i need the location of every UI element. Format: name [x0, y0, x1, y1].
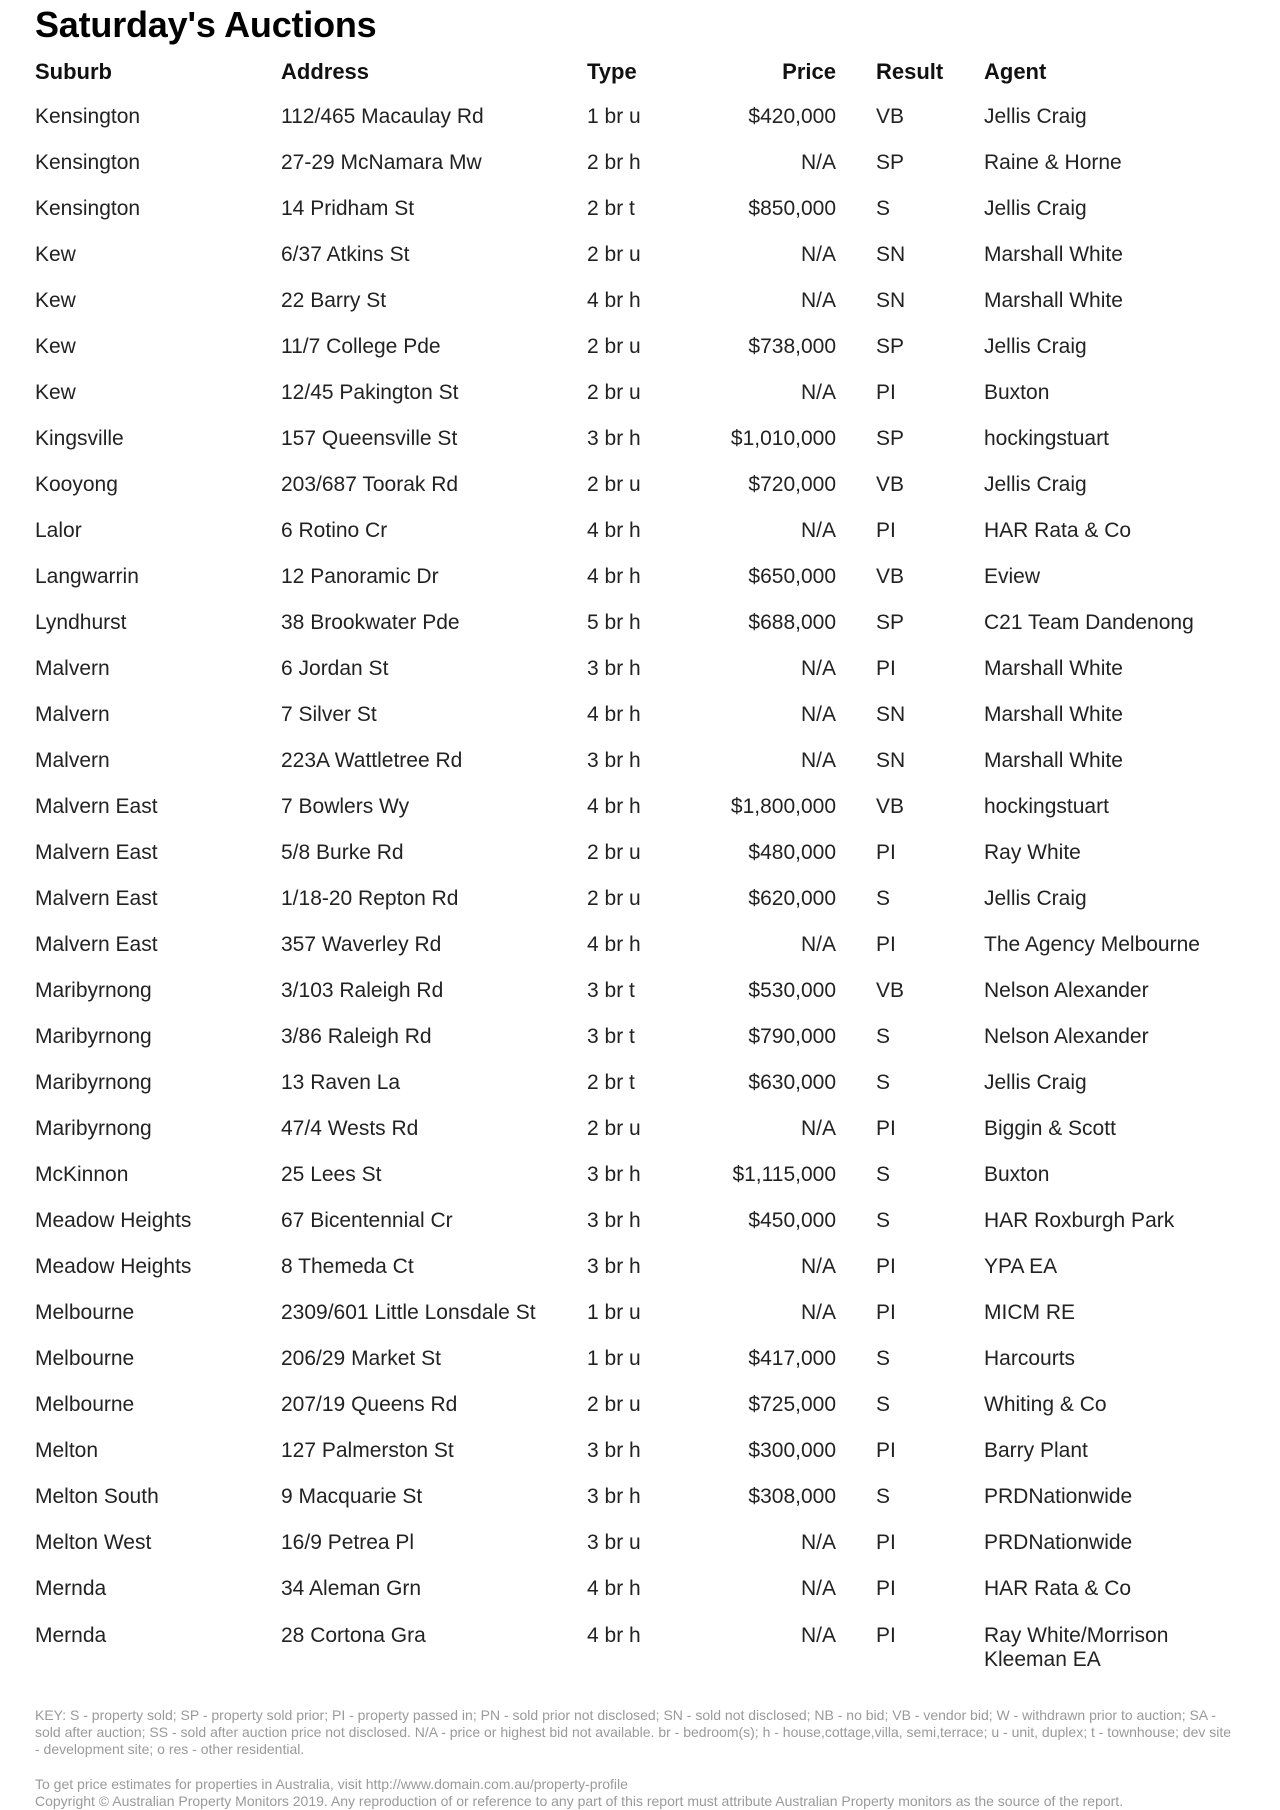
- table-row: [35, 600, 1235, 646]
- cell-suburb: Melton West: [35, 1531, 152, 1554]
- cell-agent: hockingstuart: [984, 427, 1109, 450]
- cell-suburb: Mernda: [35, 1577, 107, 1600]
- table-row: [35, 646, 1235, 692]
- cell-price: N/A: [800, 519, 836, 542]
- cell-result: PI: [876, 1301, 896, 1324]
- cell-agent: Buxton: [984, 1163, 1050, 1186]
- table-row: [35, 1428, 1235, 1474]
- header-result: Result: [876, 59, 944, 84]
- cell-address: 16/9 Petrea Pl: [281, 1531, 415, 1554]
- cell-result: VB: [876, 795, 905, 818]
- cell-address: 27-29 McNamara Mw: [281, 151, 482, 174]
- cell-type: 4 br h: [587, 933, 641, 956]
- cell-type: 2 br t: [587, 197, 635, 220]
- cell-address: 8 Themeda Ct: [281, 1255, 414, 1278]
- cell-result: PI: [876, 519, 896, 542]
- table-row: [35, 1612, 1235, 1686]
- cell-result: SP: [876, 611, 905, 634]
- cell-result: S: [876, 1071, 891, 1094]
- cell-type: 4 br h: [587, 1577, 641, 1600]
- table-row: [35, 922, 1235, 968]
- cell-suburb: Melbourne: [35, 1301, 135, 1324]
- cell-agent: The Agency Melbourne: [984, 933, 1200, 956]
- cell-result: S: [876, 1393, 891, 1416]
- cell-price: $650,000: [748, 565, 836, 588]
- table-row: [35, 784, 1235, 830]
- cell-result: SN: [876, 703, 906, 726]
- cell-suburb: Melbourne: [35, 1393, 135, 1416]
- cell-type: 4 br h: [587, 289, 641, 312]
- cell-type: 2 br u: [587, 887, 641, 910]
- cell-suburb: Kooyong: [35, 473, 118, 496]
- table-row: [35, 140, 1235, 186]
- cell-type: 3 br h: [587, 427, 641, 450]
- cell-agent: Jellis Craig: [984, 335, 1087, 358]
- cell-result: S: [876, 1025, 891, 1048]
- cell-type: 3 br h: [587, 1485, 641, 1508]
- cell-address: 34 Aleman Grn: [281, 1577, 422, 1600]
- cell-result: SN: [876, 749, 906, 772]
- cell-type: 2 br u: [587, 243, 641, 266]
- cell-address: 2309/601 Little Lonsdale St: [281, 1301, 536, 1324]
- header-agent: Agent: [984, 59, 1047, 84]
- cell-address: 6 Rotino Cr: [281, 519, 388, 542]
- cell-price: $480,000: [748, 841, 836, 864]
- cell-agent: MICM RE: [984, 1301, 1075, 1324]
- cell-result: S: [876, 197, 891, 220]
- cell-result: PI: [876, 1255, 896, 1278]
- cell-agent: Biggin & Scott: [984, 1117, 1116, 1140]
- cell-price: $790,000: [748, 1025, 836, 1048]
- cell-address: 14 Pridham St: [281, 197, 415, 220]
- cell-agent: Nelson Alexander: [984, 979, 1149, 1002]
- table-row: [35, 416, 1235, 462]
- cell-suburb: Kensington: [35, 197, 141, 220]
- cell-address: 206/29 Market St: [281, 1347, 441, 1370]
- cell-suburb: Malvern: [35, 703, 110, 726]
- cell-price: N/A: [800, 749, 836, 772]
- cell-type: 4 br h: [587, 1624, 641, 1647]
- cell-suburb: Malvern: [35, 657, 110, 680]
- cell-agent: Ray White/Morrison Kleeman EA: [984, 1624, 1169, 1671]
- cell-price: N/A: [800, 1531, 836, 1554]
- cell-address: 13 Raven La: [281, 1071, 401, 1094]
- cell-result: S: [876, 887, 891, 910]
- cell-agent: PRDNationwide: [984, 1485, 1133, 1508]
- table-row: [35, 186, 1235, 232]
- table-row: [35, 1198, 1235, 1244]
- cell-result: PI: [876, 1531, 896, 1554]
- cell-result: PI: [876, 1577, 896, 1600]
- table-row: [35, 1520, 1235, 1566]
- cell-price: $630,000: [748, 1071, 836, 1094]
- cell-agent: Eview: [984, 565, 1041, 588]
- cell-result: VB: [876, 979, 905, 1002]
- cell-price: N/A: [800, 151, 836, 174]
- cell-address: 22 Barry St: [281, 289, 387, 312]
- cell-price: $720,000: [748, 473, 836, 496]
- footer-notes: [35, 1776, 1235, 1810]
- cell-result: PI: [876, 381, 896, 404]
- cell-agent: Marshall White: [984, 289, 1123, 312]
- cell-address: 38 Brookwater Pde: [281, 611, 460, 634]
- header-address: Address: [281, 59, 370, 84]
- cell-suburb: Kew: [35, 289, 76, 312]
- cell-type: 1 br u: [587, 105, 641, 128]
- table-row: [35, 1382, 1235, 1428]
- cell-suburb: Melton: [35, 1439, 99, 1462]
- cell-agent: Harcourts: [984, 1347, 1076, 1370]
- cell-type: 4 br h: [587, 795, 641, 818]
- cell-price: $620,000: [748, 887, 836, 910]
- auction-results-table: [35, 50, 1235, 1686]
- cell-suburb: Malvern East: [35, 933, 158, 956]
- cell-suburb: Melton South: [35, 1485, 159, 1508]
- table-row: [35, 554, 1235, 600]
- cell-type: 2 br u: [587, 841, 641, 864]
- cell-price: $308,000: [748, 1485, 836, 1508]
- cell-address: 12 Panoramic Dr: [281, 565, 439, 588]
- cell-suburb: Malvern East: [35, 841, 158, 864]
- cell-price: $1,010,000: [730, 427, 836, 450]
- cell-price: $420,000: [748, 105, 836, 128]
- cell-price: $450,000: [748, 1209, 836, 1232]
- cell-price: N/A: [800, 1577, 836, 1600]
- results-key-legend: KEY: S - property sold; SP - property sold prior; PI - property passed in; PN - sold prior not disclosed; SN - sold not disclosed; NB - no bid; VB - vendor bid; W - withdrawn prior to auction; SA - sold after auction; SS - sold after auction price not disclosed. N/A - price or highest bid not available. br - bedroom(s); h - house,cottage,villa, semi,terrace; u - unit, duplex; t - townhouse; dev site - development site; o res - other residential.: [35, 1707, 1232, 1757]
- cell-address: 67 Bicentennial Cr: [281, 1209, 453, 1232]
- cell-suburb: Kew: [35, 335, 76, 358]
- table-row: [35, 370, 1235, 416]
- cell-address: 1/18-20 Repton Rd: [281, 887, 459, 910]
- cell-suburb: Maribyrnong: [35, 1025, 152, 1048]
- cell-type: 2 br u: [587, 335, 641, 358]
- cell-address: 12/45 Pakington St: [281, 381, 459, 404]
- cell-address: 6/37 Atkins St: [281, 243, 410, 266]
- cell-address: 11/7 College Pde: [281, 335, 441, 358]
- cell-result: PI: [876, 933, 896, 956]
- cell-address: 5/8 Burke Rd: [281, 841, 404, 864]
- table-row: [35, 1060, 1235, 1106]
- copyright-note: Copyright © Australian Property Monitors 2019. Any reproduction of or reference to any part of this report must attribute Australian Property monitors as the source of the report.: [35, 1793, 1124, 1809]
- cell-suburb: Kensington: [35, 105, 141, 128]
- cell-address: 203/687 Toorak Rd: [281, 473, 459, 496]
- cell-price: $1,800,000: [730, 795, 836, 818]
- cell-type: 3 br u: [587, 1531, 641, 1554]
- cell-price: N/A: [800, 243, 836, 266]
- cell-result: S: [876, 1347, 891, 1370]
- table-row: [35, 876, 1235, 922]
- cell-address: 47/4 Wests Rd: [281, 1117, 419, 1140]
- cell-address: 9 Macquarie St: [281, 1485, 423, 1508]
- cell-price: N/A: [800, 1117, 836, 1140]
- cell-suburb: Malvern East: [35, 887, 158, 910]
- table-row: [35, 278, 1235, 324]
- cell-result: S: [876, 1163, 891, 1186]
- cell-type: 1 br u: [587, 1301, 641, 1324]
- page-title: Saturday's Auctions: [35, 4, 377, 45]
- cell-result: SP: [876, 151, 905, 174]
- cell-agent: Jellis Craig: [984, 197, 1087, 220]
- cell-type: 3 br h: [587, 1439, 641, 1462]
- cell-address: 7 Bowlers Wy: [281, 795, 410, 818]
- cell-address: 207/19 Queens Rd: [281, 1393, 458, 1416]
- cell-result: VB: [876, 473, 905, 496]
- header-price: Price: [782, 59, 836, 84]
- cell-result: PI: [876, 1117, 896, 1140]
- cell-agent: Barry Plant: [984, 1439, 1088, 1462]
- cell-agent: Buxton: [984, 381, 1050, 404]
- cell-suburb: Meadow Heights: [35, 1255, 192, 1278]
- cell-result: VB: [876, 105, 905, 128]
- cell-agent: Jellis Craig: [984, 473, 1087, 496]
- price-estimate-note: To get price estimates for properties in Australia, visit http://www.domain.com.au/property-profile: [35, 1776, 628, 1792]
- cell-price: $725,000: [748, 1393, 836, 1416]
- cell-result: S: [876, 1485, 891, 1508]
- cell-type: 3 br h: [587, 657, 641, 680]
- cell-suburb: Malvern East: [35, 795, 158, 818]
- cell-result: VB: [876, 565, 905, 588]
- cell-price: N/A: [800, 933, 836, 956]
- cell-result: PI: [876, 657, 896, 680]
- cell-agent: Ray White: [984, 841, 1081, 864]
- cell-result: SP: [876, 335, 905, 358]
- cell-type: 3 br h: [587, 1163, 641, 1186]
- cell-suburb: Maribyrnong: [35, 1071, 152, 1094]
- cell-agent: Jellis Craig: [984, 105, 1087, 128]
- cell-agent: C21 Team Dandenong: [984, 611, 1194, 634]
- cell-price: N/A: [800, 1255, 836, 1278]
- cell-address: 157 Queensville St: [281, 427, 458, 450]
- cell-address: 3/86 Raleigh Rd: [281, 1025, 432, 1048]
- table-row: [35, 968, 1235, 1014]
- table-row: [35, 830, 1235, 876]
- cell-suburb: Kew: [35, 381, 76, 404]
- cell-address: 112/465 Macaulay Rd: [281, 105, 484, 128]
- cell-suburb: Maribyrnong: [35, 1117, 152, 1140]
- cell-type: 1 br u: [587, 1347, 641, 1370]
- cell-type: 5 br h: [587, 611, 641, 634]
- cell-agent: PRDNationwide: [984, 1531, 1133, 1554]
- table-row: [35, 1474, 1235, 1520]
- cell-price: N/A: [800, 1301, 836, 1324]
- header-type: Type: [587, 59, 637, 84]
- cell-suburb: McKinnon: [35, 1163, 129, 1186]
- cell-price: $300,000: [748, 1439, 836, 1462]
- table-row: [35, 232, 1235, 278]
- cell-type: 4 br h: [587, 565, 641, 588]
- cell-agent: HAR Rata & Co: [984, 1577, 1132, 1600]
- table-row: [35, 508, 1235, 554]
- cell-price: N/A: [800, 289, 836, 312]
- cell-address: 127 Palmerston St: [281, 1439, 454, 1462]
- cell-type: 3 br h: [587, 1209, 641, 1232]
- cell-price: $738,000: [748, 335, 836, 358]
- cell-suburb: Lalor: [35, 519, 82, 542]
- cell-type: 3 br h: [587, 1255, 641, 1278]
- cell-suburb: Mernda: [35, 1624, 107, 1647]
- table-row: [35, 1152, 1235, 1198]
- cell-agent: Jellis Craig: [984, 1071, 1087, 1094]
- cell-price: $417,000: [748, 1347, 836, 1370]
- table-row: [35, 692, 1235, 738]
- table-header-row: [35, 50, 1235, 94]
- cell-type: 3 br h: [587, 749, 641, 772]
- cell-price: N/A: [800, 657, 836, 680]
- cell-agent: hockingstuart: [984, 795, 1109, 818]
- table-row: [35, 94, 1235, 140]
- table-row: [35, 1336, 1235, 1382]
- cell-suburb: Kew: [35, 243, 76, 266]
- cell-suburb: Lyndhurst: [35, 611, 127, 634]
- cell-type: 3 br t: [587, 979, 635, 1002]
- cell-address: 25 Lees St: [281, 1163, 382, 1186]
- cell-result: SN: [876, 243, 906, 266]
- cell-suburb: Melbourne: [35, 1347, 135, 1370]
- cell-price: $688,000: [748, 611, 836, 634]
- cell-suburb: Malvern: [35, 749, 110, 772]
- cell-type: 2 br h: [587, 151, 641, 174]
- cell-address: 7 Silver St: [281, 703, 377, 726]
- cell-price: N/A: [800, 381, 836, 404]
- cell-result: PI: [876, 841, 896, 864]
- cell-type: 2 br u: [587, 381, 641, 404]
- cell-agent: HAR Rata & Co: [984, 519, 1132, 542]
- cell-agent: Raine & Horne: [984, 151, 1122, 174]
- cell-suburb: Maribyrnong: [35, 979, 152, 1002]
- cell-result: SP: [876, 427, 905, 450]
- table-row: [35, 1244, 1235, 1290]
- cell-agent: YPA EA: [984, 1255, 1058, 1278]
- cell-address: 223A Wattletree Rd: [281, 749, 463, 772]
- cell-agent: Marshall White: [984, 243, 1123, 266]
- cell-result: SN: [876, 289, 906, 312]
- cell-agent: Whiting & Co: [984, 1393, 1107, 1416]
- cell-address: 6 Jordan St: [281, 657, 389, 680]
- cell-address: 28 Cortona Gra: [281, 1624, 426, 1647]
- cell-result: PI: [876, 1624, 896, 1647]
- cell-type: 2 br t: [587, 1071, 635, 1094]
- table-row: [35, 1566, 1235, 1612]
- table-row: [35, 324, 1235, 370]
- table-row: [35, 1290, 1235, 1336]
- cell-type: 4 br h: [587, 703, 641, 726]
- cell-suburb: Meadow Heights: [35, 1209, 192, 1232]
- cell-price: N/A: [800, 1624, 836, 1647]
- cell-agent: Jellis Craig: [984, 887, 1087, 910]
- cell-address: 357 Waverley Rd: [281, 933, 442, 956]
- cell-price: $850,000: [748, 197, 836, 220]
- cell-agent: Marshall White: [984, 703, 1123, 726]
- table-row: [35, 738, 1235, 784]
- cell-type: 4 br h: [587, 519, 641, 542]
- cell-type: 2 br u: [587, 473, 641, 496]
- table-row: [35, 1106, 1235, 1152]
- cell-price: $1,115,000: [732, 1163, 836, 1186]
- cell-type: 2 br u: [587, 1393, 641, 1416]
- header-suburb: Suburb: [35, 59, 112, 84]
- table-row: [35, 462, 1235, 508]
- cell-suburb: Kensington: [35, 151, 141, 174]
- table-row: [35, 1014, 1235, 1060]
- cell-type: 2 br u: [587, 1117, 641, 1140]
- cell-result: PI: [876, 1439, 896, 1462]
- cell-address: 3/103 Raleigh Rd: [281, 979, 444, 1002]
- cell-agent: Nelson Alexander: [984, 1025, 1149, 1048]
- cell-agent: Marshall White: [984, 657, 1123, 680]
- cell-result: S: [876, 1209, 891, 1232]
- cell-agent: HAR Roxburgh Park: [984, 1209, 1175, 1232]
- cell-price: N/A: [800, 703, 836, 726]
- cell-suburb: Langwarrin: [35, 565, 139, 588]
- cell-type: 3 br t: [587, 1025, 635, 1048]
- cell-price: $530,000: [748, 979, 836, 1002]
- cell-suburb: Kingsville: [35, 427, 124, 450]
- cell-agent: Marshall White: [984, 749, 1123, 772]
